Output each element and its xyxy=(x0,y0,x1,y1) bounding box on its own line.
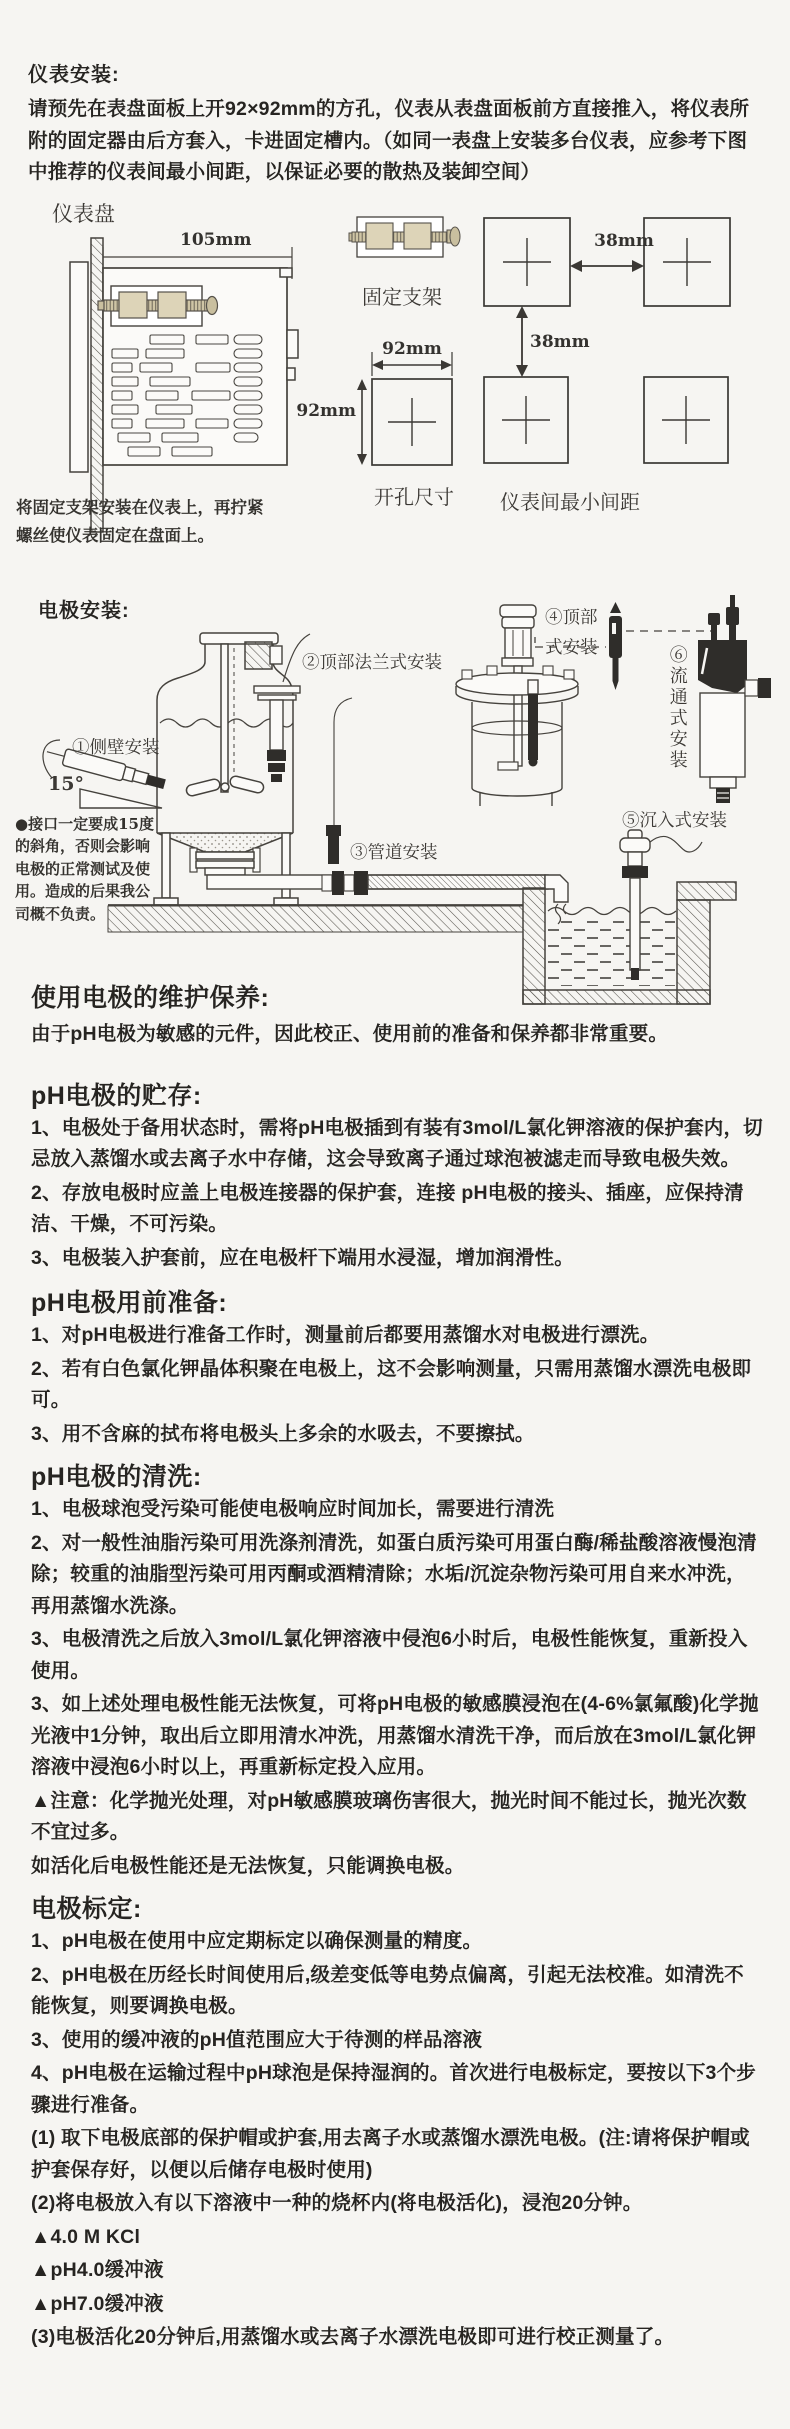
dim-92mm-height: 92mm xyxy=(296,401,356,421)
cleaning-item: 1、电极球泡受污染可能使电极响应时间加长，需要进行清洗 xyxy=(31,1498,555,1520)
panel-mounting-diagram xyxy=(0,190,790,562)
angle-label: 15° xyxy=(48,773,84,795)
calibration-item: 3、使用的缓冲液的pH值范围应大于待测的样品溶液 xyxy=(31,2028,483,2051)
bracket-on-instrument xyxy=(98,286,218,326)
instrument-install-heading: 仪表安装: xyxy=(28,64,120,86)
mount-caption: 将固定支架安装在仪表上，再拧紧螺丝使仪表固定在盘面上。 xyxy=(16,498,264,545)
preparation-heading: pH电极用前准备: xyxy=(31,1289,228,1317)
storage-item: 3、电极装入护套前，应在电极杆下端用水浸湿，增加润滑性。 xyxy=(31,1246,574,1269)
calibration-solution: ▲pH4.0缓冲液 xyxy=(31,2259,164,2281)
cutout-square xyxy=(357,352,452,465)
preparation-item: 2、若有白色氯化钾晶体积聚在电极上，这不会影响测量，只需用蒸馏水漂洗电极即可。 xyxy=(31,1357,752,1411)
dim-105mm: 105mm xyxy=(180,230,252,250)
flow-through-cell xyxy=(698,595,771,803)
storage-item: 2、存放电极时应盖上电极连接器的保护套，连接 pH电极的接头、插座，应保持清洁、干燥，不可污染。 xyxy=(31,1181,744,1235)
side-wall-label: ①侧壁安装 xyxy=(72,738,160,758)
calibration-step: (2)将电极放入有以下溶液中一种的烧杯内(将电极活化)，浸泡20分钟。 xyxy=(31,2192,643,2214)
instrument-install-body: 请预先在表盘面板上开92×92mm的方孔，仪表从表盘面板前方直接推入，将仪表所附的固定器由后方套入，卡进固定槽内。（如同一表盘上安装多台仪表，应参考下图中推荐的仪表间最小间距，以保证必要的散热及装卸空间） xyxy=(28,98,750,183)
calibration-heading: 电极标定: xyxy=(31,1895,142,1923)
bracket-label: 固定支架 xyxy=(362,285,442,309)
cleaning-item: 3、电极清洗之后放入3mol/L氯化钾溶液中侵泡6小时后，电极性能恢复，重新投入使用。 xyxy=(31,1628,748,1682)
calibration-step: (1) 取下电极底部的保护帽或护套,用去离子水或蒸馏水漂洗电极。(注:请将保护帽或护套保存好，以便以后储存电极时使用) xyxy=(31,2127,750,2181)
storage-heading: pH电极的贮存: xyxy=(31,1081,202,1110)
calibration-item: 1、pH电极在使用中应定期标定以确保测量的精度。 xyxy=(31,1930,483,1952)
top-flange-label: ②顶部法兰式安装 xyxy=(302,653,442,673)
spacing-squares xyxy=(484,218,730,463)
maintenance-text-column xyxy=(31,983,763,2354)
cutout-caption: 开孔尺寸 xyxy=(374,485,454,509)
calibration-solution: ▲pH7.0缓冲液 xyxy=(31,2292,164,2315)
dim-38mm-horizontal: 38mm xyxy=(594,231,654,251)
pipe-label: ③管道安装 xyxy=(350,843,438,863)
panel-label: 仪表盘 xyxy=(52,202,115,226)
calibration-item: 2、pH电极在历经长时间使用后,级差变低等电势点偏离，引起无法校准。如清洗不能恢复，则要调换电极。 xyxy=(31,1963,744,2017)
calibration-step: (3)电极活化20分钟后,用蒸馏水或去离子水漂洗电极即可进行校正测量了。 xyxy=(31,2326,675,2348)
dim-92mm-width: 92mm xyxy=(382,339,442,359)
submersion-label: ⑤沉入式安装 xyxy=(622,811,727,831)
fixing-bracket-icon xyxy=(349,217,460,257)
storage-item: 1、电极处于备用状态时，需将pH电极插到有装有3mol/L氯化钾溶液的保护套内，切忌放入蒸馏水或去离子水中存储，这会导致离子通过球泡被滤走而导致电极失效。 xyxy=(31,1116,763,1170)
cleaning-heading: pH电极的清洗: xyxy=(31,1463,202,1491)
cleaning-item: 3、如上述处理电极性能无法恢复，可将pH电极的敏感膜浸泡在(4-6%氯氟酸)化学抛光液中1分钟，取出后立即用清水冲洗，用蒸馏水清洗干净，而后放在3mol/L氯化钾溶液中浸泡6小时以上，再重新标定投入应用。 xyxy=(31,1693,759,1778)
dim-38mm-vertical: 38mm xyxy=(530,332,590,352)
preparation-item: 1、对pH电极进行准备工作时，测量前后都要用蒸馏水对电极进行漂洗。 xyxy=(31,1324,660,1346)
preparation-item: 3、用不含麻的拭布将电极头上多余的水吸去，不要擦拭。 xyxy=(31,1422,535,1445)
cleaning-item: 2、对一般性油脂污染可用洗涤剂清洗，如蛋白质污染可用蛋白酶/稀盐酸溶液慢泡清除；较重的油脂型污染可用丙酮或酒精清除；水垢/沉淀杂物污染可用自来水冲洗，再用蒸馏水洗涤。 xyxy=(31,1531,757,1617)
top-mount-label: ④顶部式安装 xyxy=(545,608,598,658)
maintenance-heading: 使用电极的维护保养: xyxy=(31,984,270,1012)
calibration-solution: ▲4.0 M KCl xyxy=(31,2225,141,2248)
section-instrument-install xyxy=(28,58,760,189)
cleaning-item: 如活化后电极性能还是无法恢复，只能调换电极。 xyxy=(31,1854,465,1877)
spacing-caption: 仪表间最小间距 xyxy=(500,490,640,514)
electrode-install-diagram xyxy=(0,590,790,1015)
angle-note: ●接口一定要成15度的斜角，否则会影响电极的正常测试及使用。造成的后果我公司概不负责。 xyxy=(15,815,154,923)
maintenance-intro: 由于pH电极为敏感的元件，因此校正、使用前的准备和保养都非常重要。 xyxy=(31,1023,669,1045)
flow-through-label: ⑥流通式安装 xyxy=(666,645,688,771)
cleaning-warning: ▲注意：化学抛光处理，对pH敏感膜玻璃伤害很大，抛光时间不能过长，抛光次数不宜过多。 xyxy=(31,1789,747,1843)
electrode-install-heading: 电极安装: xyxy=(38,600,130,622)
calibration-item: 4、pH电极在运输过程中pH球泡是保持湿润的。首次进行电极标定，要按以下3个步骤进行准备。 xyxy=(31,2062,756,2116)
instrument-side-view xyxy=(70,238,298,532)
